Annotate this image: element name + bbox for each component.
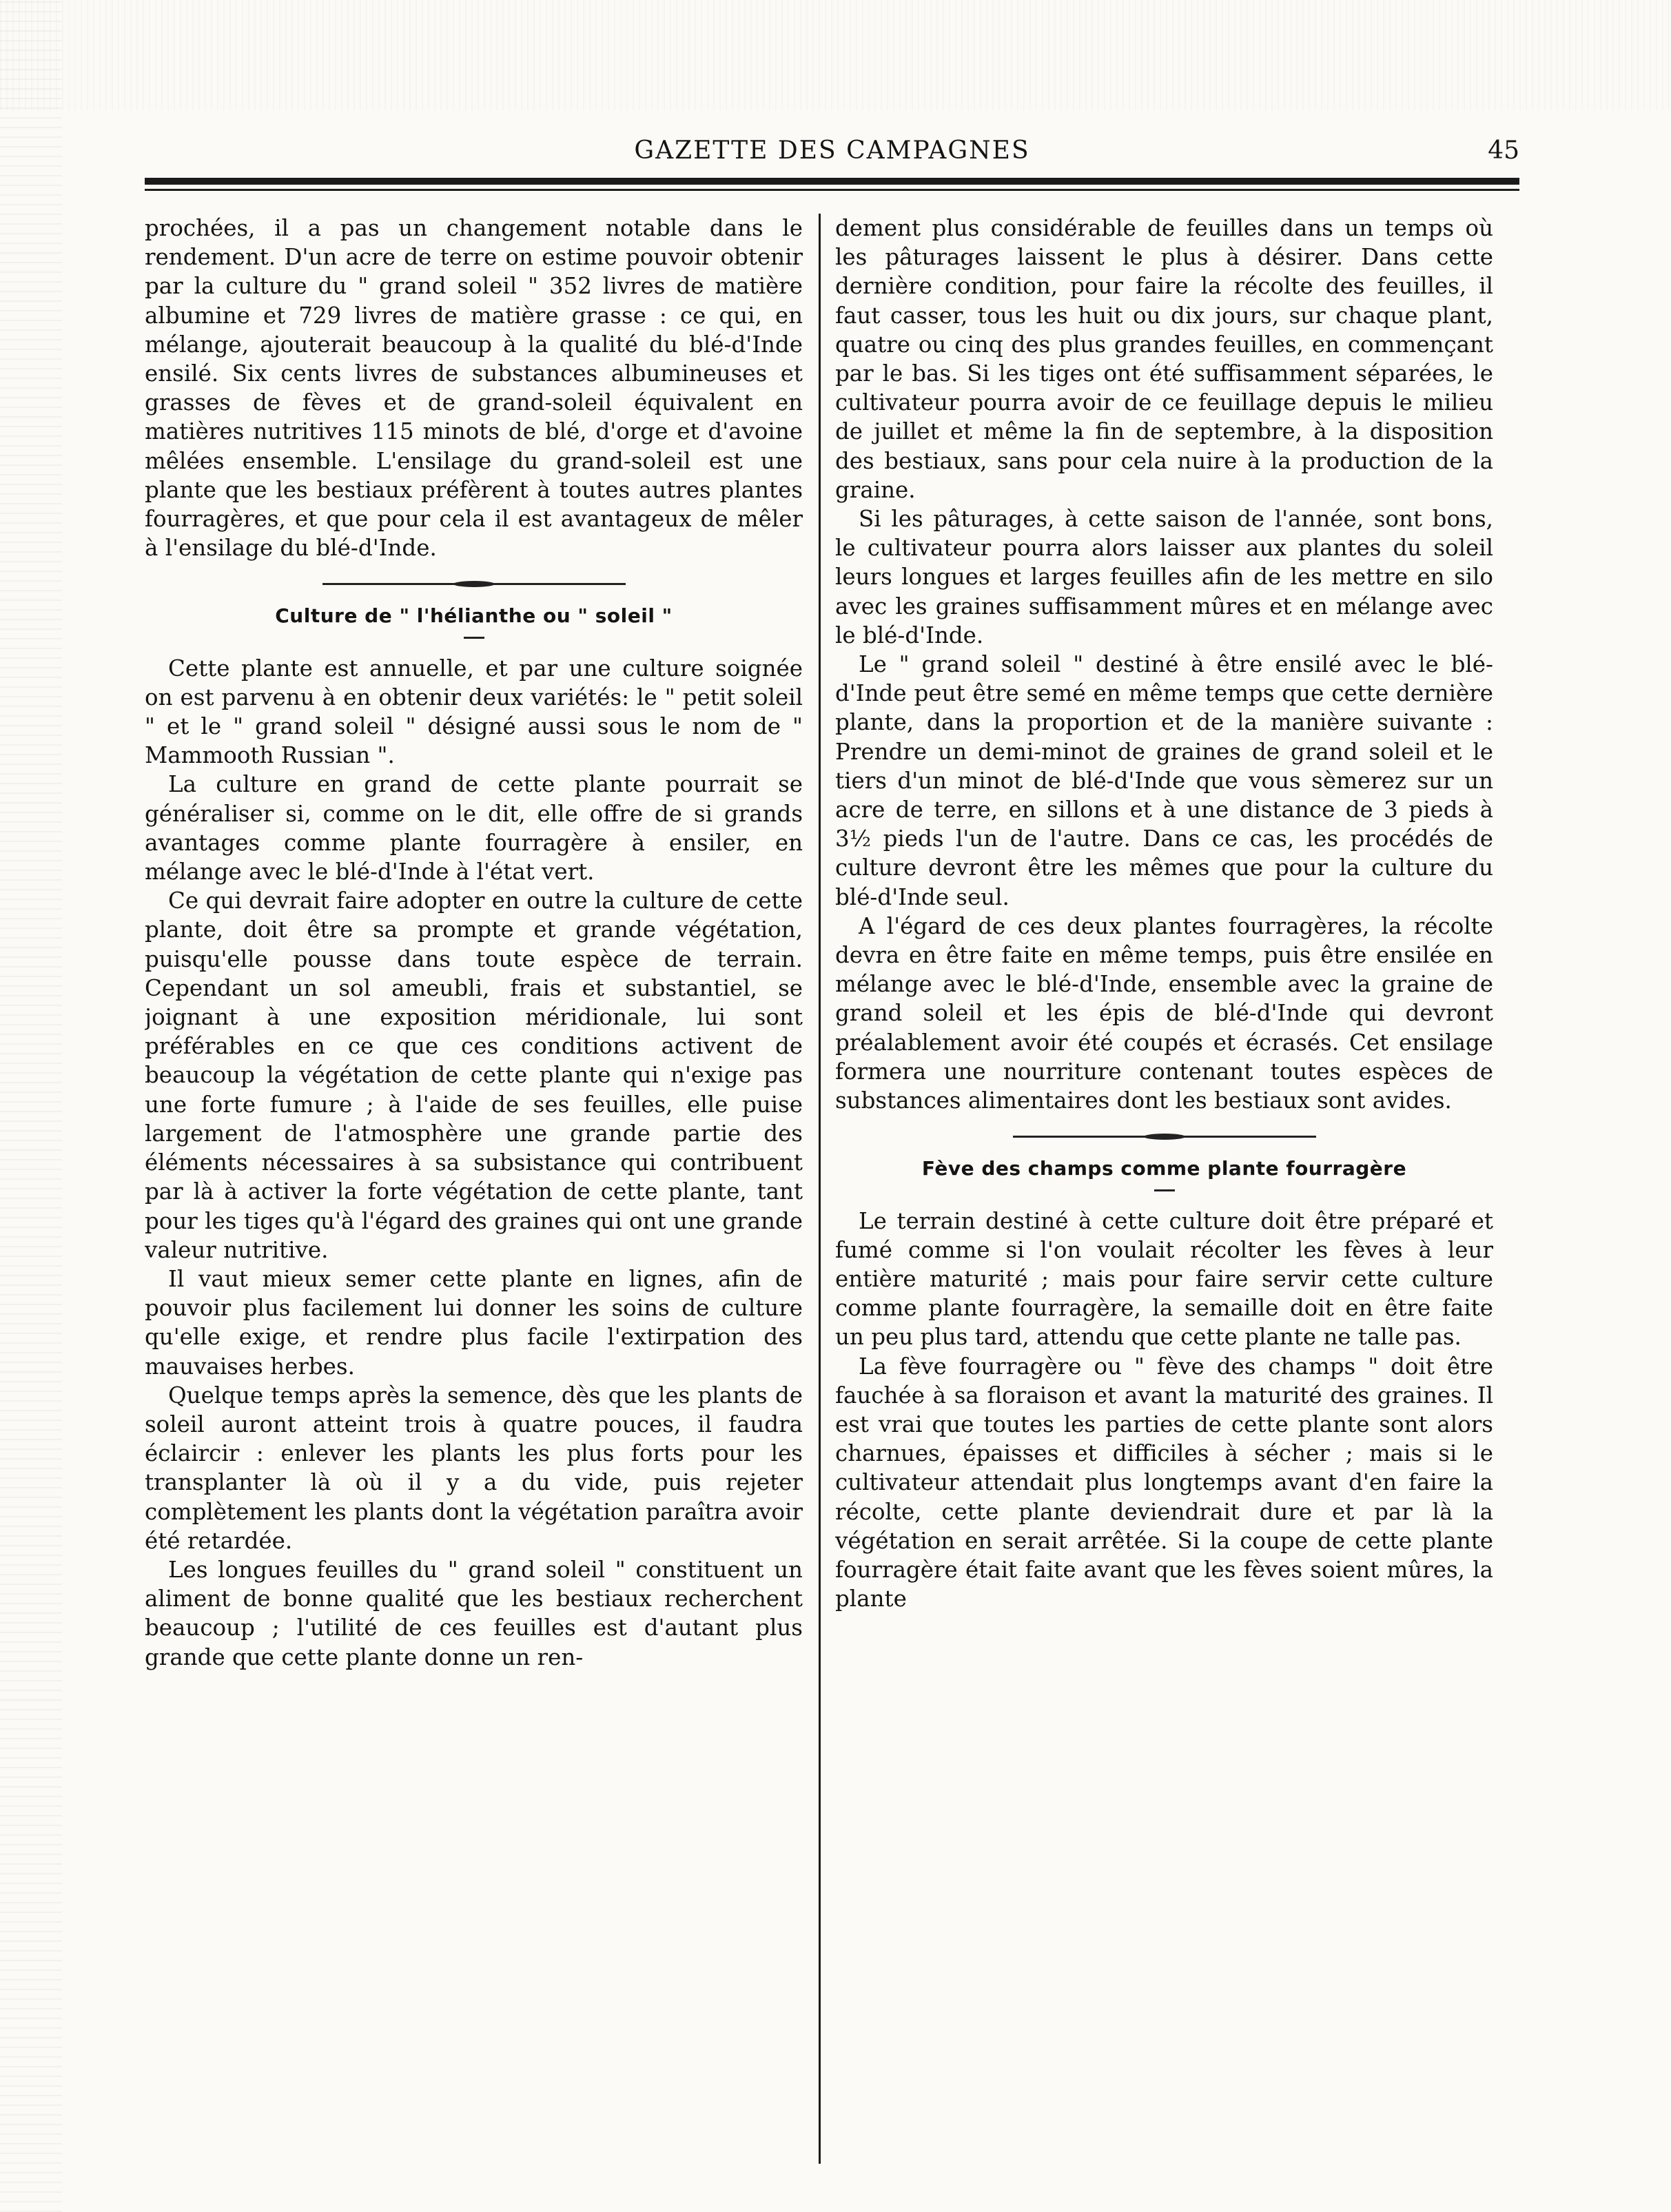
right-column [835, 214, 1493, 2164]
right-paragraph: Le " grand soleil " destiné à être ensilé avec le blé-d'Inde peut être semé en même temps que cette dernière plante, dans la proportion et de la manière suivante : Prendre un demi-minot de graines de grand soleil et le tiers d'un minot de blé-d'Inde que vous sèmerez sur un acre de terre, en sillons et à une distance de 3 pieds à 3½ pieds l'un de l'autre. Dans ce cas, les procédés de culture devront être les mêmes que pour la culture du blé-d'Inde seul. [835, 651, 1493, 910]
section-dash [464, 637, 484, 639]
right-paragraph: Si les pâturages, à cette saison de l'année, sont bons, le cultivateur pourra alors laisser aux plantes du soleil leurs longues et larges feuilles afin de les mettre en silo avec les graines suffisamment mûres et en mélange avec le blé-d'Inde. [835, 506, 1493, 648]
header-rule-thin [145, 189, 1519, 191]
section-dash [1154, 1189, 1175, 1191]
left-paragraph: Il vaut mieux semer cette plante en lignes, afin de pouvoir plus facilement lui donner les soins de culture qu'elle exige, et rendre plus facile l'extirpation des mauvaises herbes. [145, 1265, 803, 1380]
newspaper-page [145, 124, 1519, 2164]
left-paragraph: Quelque temps après la semence, dès que les plants de soleil auront atteint trois à quatre pouces, il faudra éclaircir : enlever les plants les plus forts pour les transplanter là où il y a du vide, puis rejeter complètement les plants dont la végétation paraîtra avoir été retardée. [145, 1382, 803, 1554]
left-paragraph: Les longues feuilles du " grand soleil " constituent un aliment de bonne qualité que les bestiaux recherchent beaucoup ; l'utilité de ces feuilles est d'autant plus grande que cette plante donne un ren- [145, 1556, 803, 1670]
left-paragraph: Cette plante est annuelle, et par une culture soignée on est parvenu à en obtenir deux variétés: le " petit soleil " et le " grand soleil " désigné aussi sous le nom de " Mammooth Russian ". [145, 655, 803, 769]
article-columns [145, 214, 1519, 2164]
right-paragraph: La fève fourragère ou " fève des champs " doit être fauchée à sa floraison et avant la maturité des graines. Il est vrai que toutes les parties de cette plante sont alors charnues, épaisses et difficiles à sécher ; mais si le cultivateur attendait plus longtemps avant d'en faire la récolte, cette plante deviendrait dure et par là la végétation en serait arrêtée. Si la coupe de cette plante fourragère était faite avant que les fèves soient mûres, la plante [835, 1353, 1493, 1612]
scan-noise-left-margin [0, 0, 62, 2212]
right-paragraph: A l'égard de ces deux plantes fourragères, la récolte devra en être faite en même temps, puis être ensilée en mélange avec le blé-d'Inde, ensemble avec la graine de grand soleil et les épis de blé-d'Inde qui devront préalablement avoir été coupés et écrasés. Cet ensilage formera une nourriture contenant toutes espèces de substances alimentaires dont les bestiaux sont avides. [835, 912, 1493, 1114]
page-header [145, 124, 1519, 174]
column-divider [819, 214, 821, 2164]
right-continuation: dement plus considérable de feuilles dans un temps où les pâturages laissent le plus à désirer. Dans cette dernière condition, pour faire la récolte des feuilles, il faut casser, tous les huit ou dix jours, sur chaque plant, quatre ou cinq des plus grandes feuilles, en commençant par le bas. Si les tiges ont été suffisamment séparées, le cultivateur pourra avoir de ce feuillage depuis le milieu de juillet et même la fin de septembre, à la disposition des bestiaux, sans pour cela nuire à la production de la graine. [835, 215, 1493, 503]
left-paragraph: Ce qui devrait faire adopter en outre la culture de cette plante, doit être sa prompte et grande végétation, puisqu'elle pousse dans toute espèce de terrain. Cependant un sol ameubli, frais et substantiel, se joignant à une exposition méridionale, lui sont préférables en ce que ces conditions activent de beaucoup la végétation de cette plante qui n'exige pas une forte fumure ; à l'aide de ses feuilles, elle puise largement de l'atmosphère une grande partie des éléments nécessaires à sa subsistance qui contribuent par là à activer la forte végétation de cette plante, tant pour les tiges qu'à l'égard des graines qui ont une grande valeur nutritive. [145, 888, 803, 1263]
left-continuation: prochées, il a pas un changement notable dans le rendement. D'un acre de terre on estime pouvoir obtenir par la culture du " grand soleil " 352 livres de matière albumine et 729 livres de matière grasse : ce qui, en mélange, ajouterait beaucoup à la qualité du blé-d'Inde ensilé. Six cents livres de substances albumineuses et grasses de fèves et de grand-soleil équivalent en matières nutritives 115 minots de blé, d'orge et d'avoine mêlées ensemble. L'ensilage du grand-soleil est une plante que les bestiaux préfèrent à toutes autres plantes fourragères, et que pour cela il est avantageux de mêler à l'ensilage du blé-d'Inde. [145, 215, 803, 562]
left-column [145, 214, 803, 2164]
section-title-feve: Fève des champs comme plante fourragère [921, 1157, 1407, 1180]
section-title-helianthe: Culture de " l'hélianthe ou " soleil " [275, 604, 673, 628]
page-number: 45 [1488, 136, 1519, 165]
header-rule-thick [145, 178, 1519, 185]
left-paragraph: La culture en grand de cette plante pourrait se généraliser si, comme on le dit, elle offre de si grands avantages comme plante fourragère à ensiler, en mélange avec le blé-d'Inde à l'état vert. [145, 771, 803, 885]
right-paragraph: Le terrain destiné à cette culture doit être préparé et fumé comme si l'on voulait récolter les fèves à leur entière maturité ; mais pour faire servir cette culture comme plante fourragère, la semaille doit en être faite un peu plus tard, attendu que cette plante ne talle pas. [835, 1207, 1493, 1351]
section-divider [322, 583, 626, 585]
section-divider [1013, 1136, 1316, 1138]
scan-noise-top [0, 0, 1671, 110]
page-title: GAZETTE DES CAMPAGNES [634, 136, 1030, 165]
